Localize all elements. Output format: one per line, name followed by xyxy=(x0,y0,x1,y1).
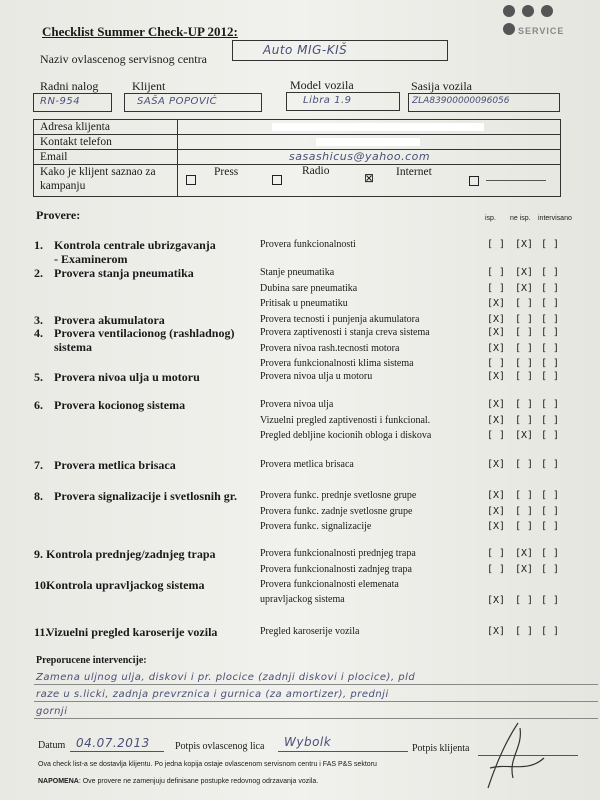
service-center-field[interactable] xyxy=(232,40,448,61)
page-title: Checklist Summer Check-UP 2012: xyxy=(42,24,238,39)
col-ne-isp: ne isp. xyxy=(510,215,531,222)
check-number: 4. xyxy=(34,326,43,340)
service-center-label: Naziv ovlascenog servisnog centra xyxy=(40,52,207,66)
check-item-label: Provera nivoa ulja u motoru xyxy=(260,371,373,382)
check-item-label: Provera nivoa rash.tecnosti motora xyxy=(260,342,400,354)
sig-service-label: Potpis ovlascenog lica xyxy=(175,741,265,752)
client-label: Klijent xyxy=(132,79,166,93)
check-mark-isp[interactable]: [X] xyxy=(487,399,506,410)
recommendation-line: raze u s.licki, zadnja prevrznica i gurnica (za amortizer), prednji xyxy=(36,689,389,700)
radio-label: Radio xyxy=(302,165,330,177)
client-value: SAŠA POPOVIĆ xyxy=(137,96,218,107)
check-mark-intervisano[interactable]: [ ] xyxy=(541,267,560,278)
check-mark-ne-isp[interactable]: [ ] xyxy=(515,314,534,325)
check-mark-ne-isp[interactable]: [ ] xyxy=(515,327,534,338)
logo-icon xyxy=(522,5,534,17)
check-mark-isp[interactable]: [ ] xyxy=(487,267,506,278)
check-mark-isp[interactable]: [X] xyxy=(487,371,506,382)
check-item-label: Pregled karoserije vozila xyxy=(260,626,360,637)
date-label: Datum xyxy=(38,740,66,751)
check-group-title: Provera stanja pneumatika xyxy=(54,266,194,280)
check-mark-intervisano[interactable]: [ ] xyxy=(541,298,560,309)
work-order-label: Radni nalog xyxy=(40,79,99,93)
client-signature-icon[interactable] xyxy=(478,718,548,798)
check-item-label: Stanje pneumatika xyxy=(260,267,335,278)
check-mark-isp[interactable]: [ ] xyxy=(487,563,506,575)
footer-note: Ova check list-a se dostavlja klijentu. Po jedna kopija ostaje ovlascenom servisnom centru i FAS P&S sektoru xyxy=(38,761,377,768)
other-checkbox[interactable] xyxy=(469,176,479,186)
check-mark-isp[interactable]: [X] xyxy=(487,459,506,470)
address-field[interactable] xyxy=(272,123,484,131)
other-line xyxy=(486,180,546,181)
check-mark-isp[interactable]: [X] xyxy=(487,505,506,517)
internet-checkbox-checked[interactable]: ⊠ xyxy=(364,171,375,185)
check-mark-intervisano[interactable]: [ ] xyxy=(541,314,560,325)
check-mark-intervisano[interactable]: [ ] xyxy=(541,548,560,559)
check-mark-isp[interactable]: [X] xyxy=(487,490,506,501)
check-number: 11. xyxy=(34,625,49,639)
check-group-title: Kontrola upravljackog sistema xyxy=(46,578,205,592)
remark-text: : Ove provere ne zamenjuju definisane postupke redovnog odrzavanja vozila. xyxy=(78,778,319,785)
check-mark-isp[interactable]: [X] xyxy=(487,595,506,606)
check-mark-intervisano[interactable]: [ ] xyxy=(541,563,560,575)
check-group-title: Kontrola prednjeg/zadnjeg trapa xyxy=(46,547,216,561)
check-mark-isp[interactable]: [ ] xyxy=(487,430,506,441)
check-item-label: Pritisak u pneumatiku xyxy=(260,298,348,309)
internet-label: Internet xyxy=(396,166,432,178)
check-number: 5. xyxy=(34,370,43,384)
check-mark-isp[interactable]: [ ] xyxy=(487,282,506,294)
check-mark-isp[interactable]: [X] xyxy=(487,298,506,309)
footer-remark xyxy=(38,770,318,788)
check-item-label: Provera zaptivenosti i stanja creva sistema xyxy=(260,327,430,338)
chassis-value: ZLA83900000096056 xyxy=(412,96,510,106)
chassis-field[interactable] xyxy=(408,93,560,112)
check-mark-ne-isp[interactable]: [ ] xyxy=(515,459,534,470)
check-mark-ne-isp[interactable]: [ ] xyxy=(515,414,534,426)
logo-icon xyxy=(541,5,553,17)
check-item-label: Provera funkcionalnosti prednjeg trapa xyxy=(260,548,416,559)
check-mark-intervisano[interactable]: [ ] xyxy=(541,521,560,532)
logo-icon xyxy=(503,23,515,35)
work-order-field[interactable] xyxy=(33,93,112,112)
check-item-label: Provera funkc. prednje svetlosne grupe xyxy=(260,490,417,501)
check-item-label: Pregled debljine kocionih obloga i diskova xyxy=(260,430,432,441)
check-number: 1. xyxy=(34,238,43,252)
check-mark-ne-isp[interactable]: [X] xyxy=(515,548,534,559)
recommendation-line: Zamena uljnog ulja, diskovi i pr. plocice (zadnji diskovi i plocice), pld xyxy=(36,672,416,683)
remark-label: NAPOMENA xyxy=(38,778,79,785)
check-mark-intervisano[interactable]: [ ] xyxy=(541,399,560,410)
check-group-title: - Examinerom xyxy=(54,252,128,266)
check-item-label: Vizuelni pregled zaptivenosti i funkcional. xyxy=(260,414,431,426)
phone-label: Kontakt telefon xyxy=(40,136,112,148)
check-number: 7. xyxy=(34,458,43,472)
check-group-title: Provera metlica brisaca xyxy=(54,458,176,472)
check-group-title: Provera kocionog sistema xyxy=(54,398,186,412)
check-mark-intervisano[interactable]: [ ] xyxy=(541,239,560,250)
check-item-label: Provera funkcionalnosti xyxy=(260,239,356,250)
check-mark-ne-isp[interactable]: [ ] xyxy=(515,371,534,382)
brand-text: SERVICE xyxy=(518,26,565,36)
check-number: 8. xyxy=(34,489,43,503)
col-isp: isp. xyxy=(485,215,496,222)
check-item-label: Provera nivoa ulja xyxy=(260,399,334,410)
check-mark-ne-isp[interactable]: [ ] xyxy=(515,358,534,369)
service-center-value: Auto MIG-KIŠ xyxy=(263,43,348,57)
check-item-label: Provera funkcionalnosti elemenata xyxy=(260,579,399,590)
check-mark-ne-isp[interactable]: [X] xyxy=(515,563,534,575)
check-number: 6. xyxy=(34,398,43,412)
check-mark-intervisano[interactable]: [ ] xyxy=(541,342,560,354)
check-mark-ne-isp[interactable]: [ ] xyxy=(515,342,534,354)
check-group-title: Vizuelni pregled karoserije vozila xyxy=(46,625,218,639)
check-item-label: Provera funkc. zadnje svetlosne grupe xyxy=(260,505,413,517)
logo-icon xyxy=(503,5,515,17)
check-number: 9. xyxy=(34,547,43,561)
client-field[interactable] xyxy=(124,93,262,112)
model-value: Libra 1.9 xyxy=(303,95,352,106)
check-mark-intervisano[interactable]: [ ] xyxy=(541,595,560,606)
source-label: Kako je klijent saznao za kampanju xyxy=(40,166,156,192)
check-mark-intervisano[interactable]: [ ] xyxy=(541,459,560,470)
check-mark-ne-isp[interactable]: [X] xyxy=(515,282,534,294)
col-intervisano: intervisano xyxy=(538,215,572,222)
check-mark-intervisano[interactable]: [ ] xyxy=(541,371,560,382)
check-mark-isp[interactable]: [ ] xyxy=(487,548,506,559)
check-mark-ne-isp[interactable]: [ ] xyxy=(515,521,534,532)
check-mark-ne-isp[interactable]: [ ] xyxy=(515,626,534,637)
check-group-title: sistema xyxy=(54,340,92,354)
check-group-title: Provera ventilacionog (rashladnog) xyxy=(54,326,235,340)
recommendation-line: gornji xyxy=(36,706,68,717)
press-checkbox[interactable] xyxy=(186,175,196,185)
press-label: Press xyxy=(214,166,239,178)
check-mark-intervisano[interactable]: [ ] xyxy=(541,430,560,441)
check-mark-intervisano[interactable]: [ ] xyxy=(541,626,560,637)
check-item-label: Provera funkcionalnosti zadnjeg trapa xyxy=(260,563,412,575)
model-label: Model vozila xyxy=(290,78,354,92)
brand-logos xyxy=(503,4,565,18)
radio-checkbox[interactable] xyxy=(272,175,282,185)
check-number: 3. xyxy=(34,313,43,327)
sig-service-value[interactable]: Wybolk xyxy=(284,735,332,749)
email-value[interactable]: sasashicus@yahoo.com xyxy=(289,150,431,163)
check-number: 10. xyxy=(34,578,49,592)
email-label: Email xyxy=(40,151,68,163)
chassis-label: Sasija vozila xyxy=(411,79,472,93)
model-field[interactable] xyxy=(286,92,400,111)
check-mark-isp[interactable]: [X] xyxy=(487,314,506,325)
check-item-label: Provera funkc. signalizacije xyxy=(260,521,372,532)
phone-field[interactable] xyxy=(316,138,420,146)
check-mark-isp[interactable]: [ ] xyxy=(487,358,506,369)
check-mark-isp[interactable]: [X] xyxy=(487,342,506,354)
check-mark-ne-isp[interactable]: [X] xyxy=(515,430,534,441)
check-mark-intervisano[interactable]: [ ] xyxy=(541,327,560,338)
check-mark-intervisano[interactable]: [ ] xyxy=(541,490,560,501)
check-mark-ne-isp[interactable]: [ ] xyxy=(515,298,534,309)
client-info-table xyxy=(33,119,561,197)
check-mark-ne-isp[interactable]: [X] xyxy=(515,267,534,278)
check-item-label: Provera funkcionalnosti klima sistema xyxy=(260,358,414,369)
sig-client-label: Potpis klijenta xyxy=(412,743,470,754)
check-mark-ne-isp[interactable]: [ ] xyxy=(515,595,534,606)
check-item-label: Provera tecnosti i punjenja akumulatora xyxy=(260,314,420,325)
check-mark-isp[interactable]: [ ] xyxy=(487,239,506,250)
date-value[interactable]: 04.07.2013 xyxy=(76,736,150,750)
check-item-label: Provera metlica brisaca xyxy=(260,459,354,470)
check-mark-intervisano[interactable]: [ ] xyxy=(541,358,560,369)
check-mark-intervisano[interactable]: [ ] xyxy=(541,282,560,294)
check-mark-isp[interactable]: [X] xyxy=(487,414,506,426)
check-mark-ne-isp[interactable]: [X] xyxy=(515,239,534,250)
checks-heading: Provere: xyxy=(36,208,81,222)
check-group-title: Provera nivoa ulja u motoru xyxy=(54,370,200,384)
recommendations-label: Preporucene intervencije: xyxy=(36,655,147,666)
check-mark-isp[interactable]: [X] xyxy=(487,327,506,338)
check-group-title: Provera akumulatora xyxy=(54,313,165,327)
check-mark-intervisano[interactable]: [ ] xyxy=(541,414,560,426)
check-mark-intervisano[interactable]: [ ] xyxy=(541,505,560,517)
check-mark-isp[interactable]: [X] xyxy=(487,626,506,637)
check-mark-ne-isp[interactable]: [ ] xyxy=(515,490,534,501)
check-item-label: Dubina sare pneumatika xyxy=(260,282,358,294)
check-mark-ne-isp[interactable]: [ ] xyxy=(515,399,534,410)
check-group-title: Provera signalizacije i svetlosnih gr. xyxy=(54,489,237,503)
check-group-title: Kontrola centrale ubrizgavanja xyxy=(54,238,216,252)
work-order-value: RN-954 xyxy=(40,96,81,107)
address-label: Adresa klijenta xyxy=(40,121,110,133)
check-mark-ne-isp[interactable]: [ ] xyxy=(515,505,534,517)
check-mark-isp[interactable]: [X] xyxy=(487,521,506,532)
check-item-label: upravljackog sistema xyxy=(260,594,345,605)
check-number: 2. xyxy=(34,266,43,280)
